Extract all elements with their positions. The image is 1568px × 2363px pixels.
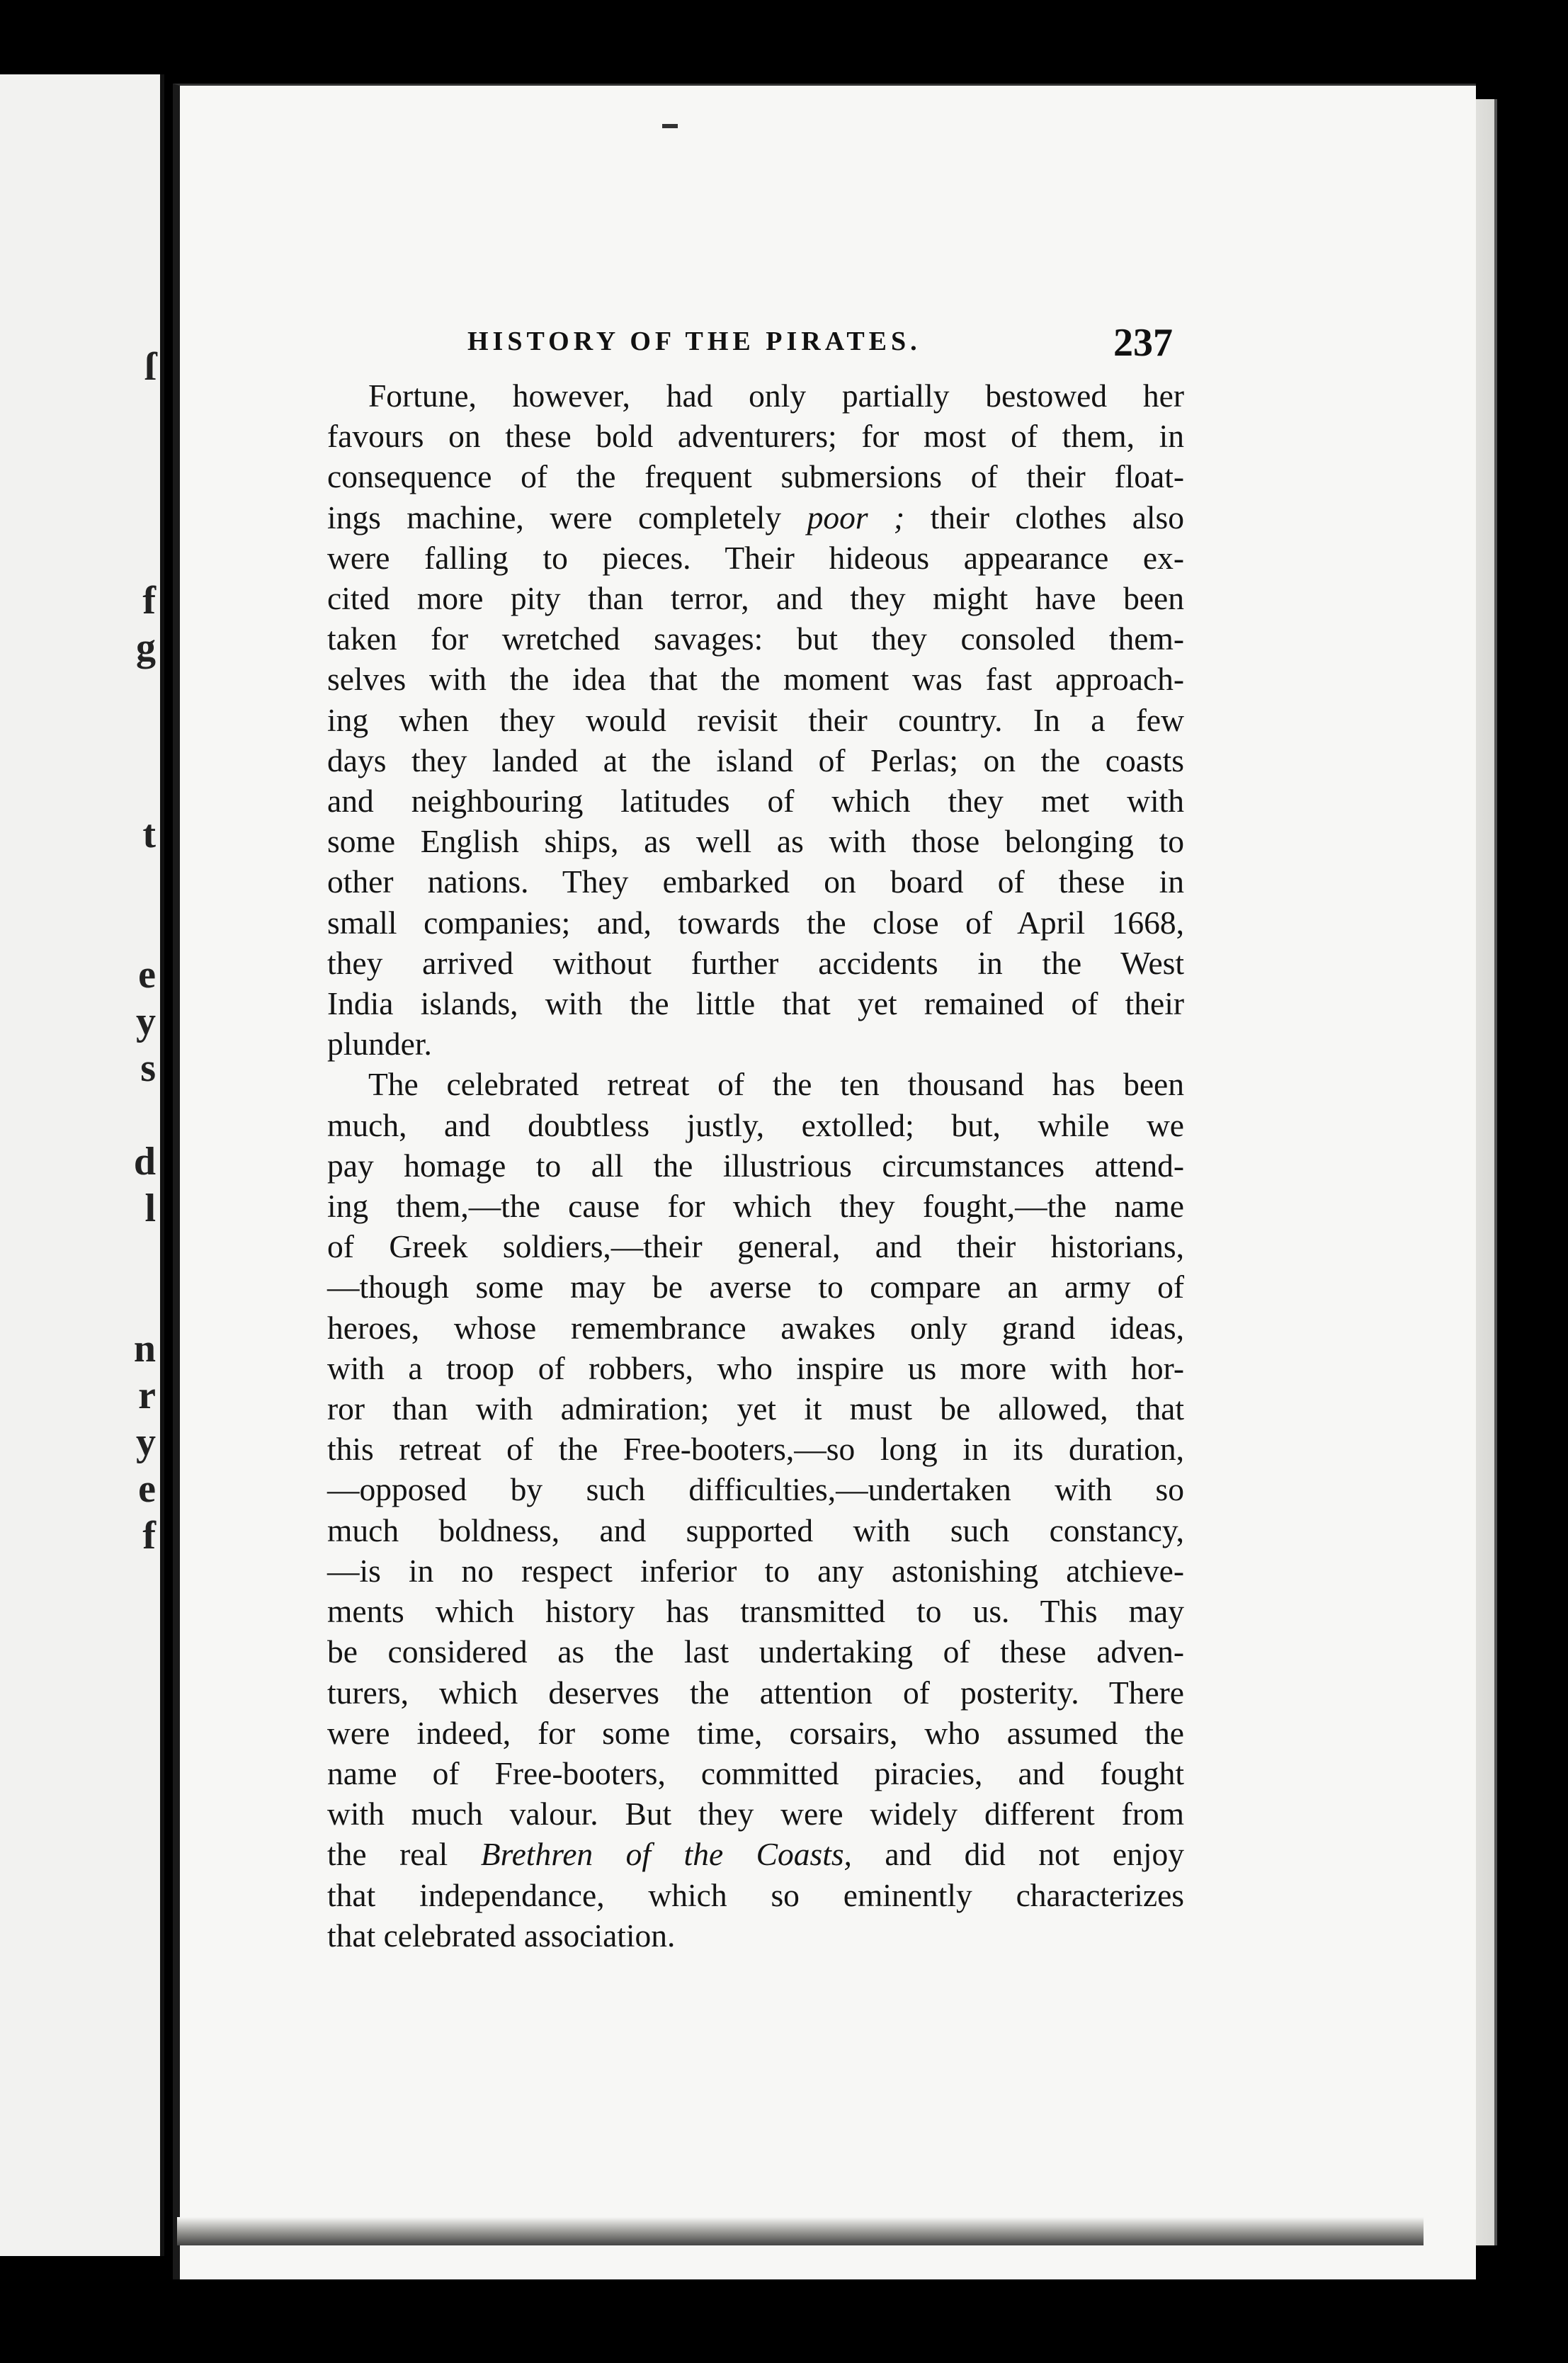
text-line: with much valour. But they were widely different from <box>327 1796 1184 1832</box>
text-line: much boldness, and supported with such constancy, <box>327 1512 1184 1548</box>
text-line: taken for wretched savages: but they consoled them- <box>327 620 1184 657</box>
page-number: 237 <box>1113 321 1173 365</box>
text-line: Fortune, however, had only partially bestowed her <box>368 378 1184 414</box>
text-segment: the real <box>327 1836 448 1873</box>
text-segment: ings machine, were completely <box>327 499 782 536</box>
text-line: days they landed at the island of Perlas; on the coasts <box>327 742 1184 778</box>
text-line: some English ships, as well as with those belonging to <box>327 823 1184 860</box>
text-line: were indeed, for some time, corsairs, who assumed the <box>327 1714 1184 1751</box>
text-line: other nations. They embarked on board of these in <box>327 863 1184 900</box>
text-line: that celebrated association. <box>327 1917 676 1954</box>
text-line: —though some may be averse to compare an army of <box>327 1269 1184 1305</box>
text-line: India islands, with the little that yet remained of their <box>327 985 1184 1022</box>
text-line: —opposed by such difficulties,—undertaken with so <box>327 1471 1184 1508</box>
text-line: consequence of the frequent submersions of their float- <box>327 458 1184 495</box>
text-line <box>327 497 1184 538</box>
text-line: were falling to pieces. Their hideous appearance ex- <box>327 539 1184 576</box>
text-line: name of Free-booters, committed piracies, and fought <box>327 1755 1184 1791</box>
text-line: be considered as the last undertaking of these adven- <box>327 1633 1184 1670</box>
left-page-margin-fragments: ſ f g t e y s d l n r y e f <box>133 345 156 1558</box>
text-line: ing them,—the cause for which they fought,—the name <box>327 1188 1184 1225</box>
top-mark <box>662 124 678 128</box>
text-line: ments which history has transmitted to us. This may <box>327 1593 1184 1630</box>
body-text <box>327 375 1184 1956</box>
text-line: ror than with admiration; yet it must be allowed, that <box>327 1390 1184 1427</box>
text-line: The celebrated retreat of the ten thousand has been <box>368 1066 1184 1103</box>
italic-text: Brethren of the Coasts, <box>480 1836 852 1873</box>
text-line: with a troop of robbers, who inspire us more with hor- <box>327 1349 1184 1386</box>
paragraph-1 <box>327 375 1184 1064</box>
text-line: small companies; and, towards the close of April 1668, <box>327 904 1184 941</box>
left-page <box>0 74 164 2256</box>
text-line: cited more pity than terror, and they might have been <box>327 580 1184 617</box>
text-line: and neighbouring latitudes of which they met with <box>327 783 1184 820</box>
text-line: plunder. <box>327 1026 432 1062</box>
text-line: turers, which deserves the attention of posterity. There <box>327 1674 1184 1711</box>
text-line: of Greek soldiers,—their general, and their historians, <box>327 1228 1184 1265</box>
text-line: this retreat of the Free-booters,—so long in its duration, <box>327 1431 1184 1468</box>
text-line: selves with the idea that the moment was fast approach- <box>327 661 1184 698</box>
text-line: much, and doubtless justly, extolled; but, while we <box>327 1106 1184 1143</box>
text-segment: their clothes also <box>904 499 1185 536</box>
text-line: heroes, whose remembrance awakes only grand ideas, <box>327 1309 1184 1346</box>
text-line: favours on these bold adventurers; for most of them, in <box>327 418 1184 455</box>
text-line: pay homage to all the illustrious circumstances attend- <box>327 1147 1184 1184</box>
running-head: HISTORY OF THE PIRATES. <box>467 327 921 356</box>
text-segment: and did not enjoy <box>851 1836 1184 1873</box>
page-bottom-shadow <box>177 2217 1424 2245</box>
italic-text: poor ; <box>807 499 905 536</box>
text-line <box>327 1834 1184 1874</box>
text-line: that independance, which so eminently characterizes <box>327 1876 1184 1913</box>
paragraph-2 <box>327 1064 1184 1955</box>
text-line: they arrived without further accidents in the West <box>327 944 1184 981</box>
text-line: ing when they would revisit their country. In a few <box>327 701 1184 738</box>
text-line: —is in no respect inferior to any astonishing atchieve- <box>327 1552 1184 1589</box>
